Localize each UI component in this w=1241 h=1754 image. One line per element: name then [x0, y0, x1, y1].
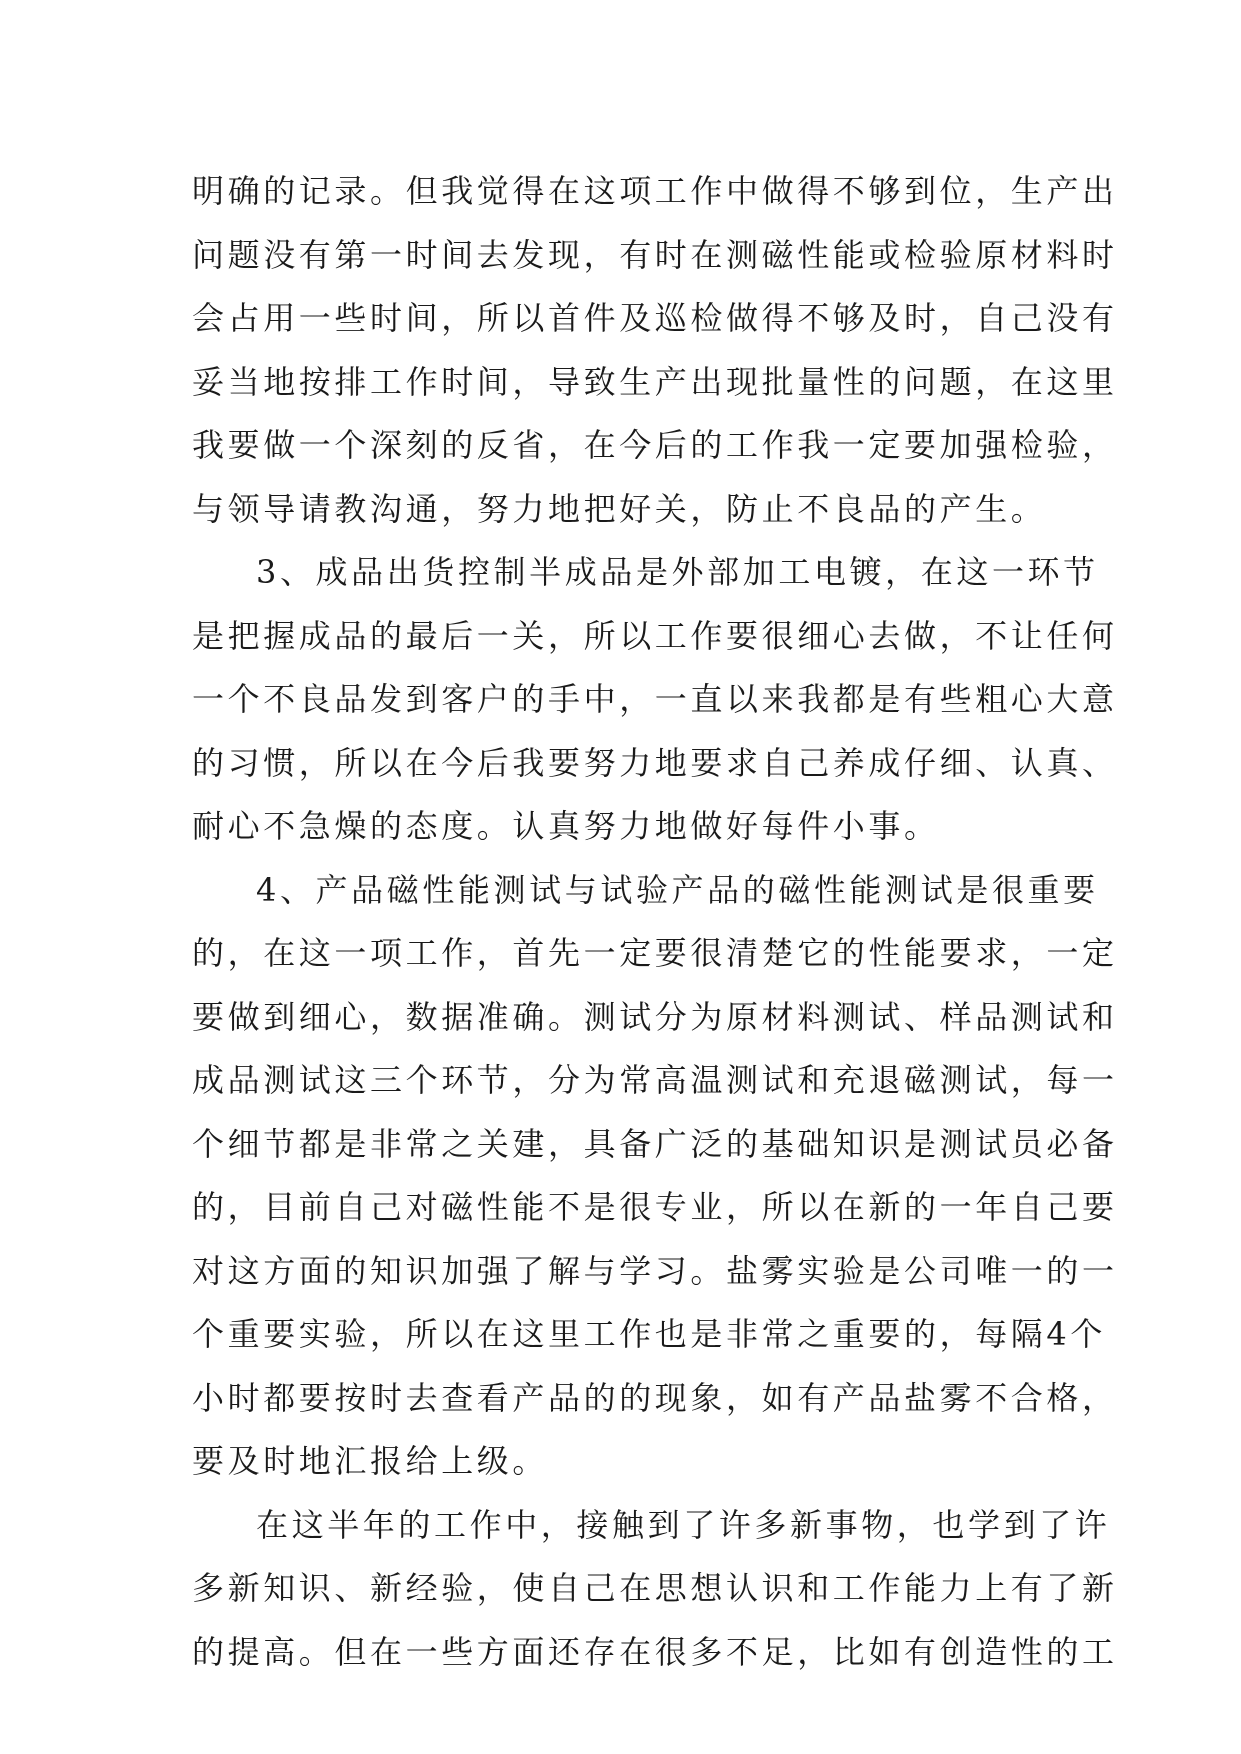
text-line: 的，在这一项工作，首先一定要很清楚它的性能要求，一定 [192, 934, 1118, 972]
text-line: 的习惯，所以在今后我要努力地要求自己养成仔细、认真、 [192, 743, 1118, 782]
text-line: 成品测试这三个环节，分为常高温测试和充退磁测试，每一 [192, 1061, 1118, 1099]
text-line: 多新知识、新经验，使自己在思想认识和工作能力上有了新 [192, 1569, 1118, 1607]
text-line: 要及时地汇报给上级。 [192, 1442, 549, 1480]
text-line: 明确的记录。但我觉得在这项工作中做得不够到位，生产出 [192, 172, 1118, 210]
paragraph-first-line: 4、产品磁性能测试与试验产品的磁性能测试是很重要 [256, 870, 1099, 909]
paragraph-first-line: 3、成品出货控制半成品是外部加工电镀，在这一环节 [256, 553, 1099, 591]
text-line: 的提高。但在一些方面还存在很多不足，比如有创造性的工 [192, 1632, 1118, 1671]
text-line: 是把握成品的最后一关，所以工作要很细心去做，不让任何 [192, 616, 1118, 655]
text-line: 妥当地按排工作时间，导致生产出现批量性的问题，在这里 [192, 362, 1118, 401]
text-line: 个细节都是非常之关建，具备广泛的基础知识是测试员必备 [192, 1124, 1118, 1163]
text-line: 问题没有第一时间去发现，有时在测磁性能或检验原材料时 [192, 235, 1118, 274]
text-line: 小时都要按时去查看产品的的现象，如有产品盐雾不合格， [192, 1378, 1118, 1417]
text-line: 的，目前自己对磁性能不是很专业，所以在新的一年自己要 [192, 1188, 1118, 1226]
text-line: 要做到细心，数据准确。测试分为原材料测试、样品测试和 [192, 997, 1118, 1036]
text-line: 与领导请教沟通，努力地把好关，防止不良品的产生。 [192, 489, 1047, 528]
text-line: 我要做一个深刻的反省，在今后的工作我一定要加强检验， [192, 426, 1118, 464]
text-line: 对这方面的知识加强了解与学习。盐雾实验是公司唯一的一 [192, 1251, 1118, 1290]
text-line: 个重要实验，所以在这里工作也是非常之重要的，每隔4个 [192, 1315, 1106, 1353]
body-text [192, 160, 1118, 1684]
text-line: 耐心不急燥的态度。认真努力地做好每件小事。 [192, 807, 940, 845]
paragraph-first-line: 在这半年的工作中，接触到了许多新事物，也学到了许 [256, 1505, 1111, 1544]
text-line: 会占用一些时间，所以首件及巡检做得不够及时，自己没有 [192, 299, 1118, 337]
text-line: 一个不良品发到客户的手中，一直以来我都是有些粗心大意 [192, 680, 1118, 718]
